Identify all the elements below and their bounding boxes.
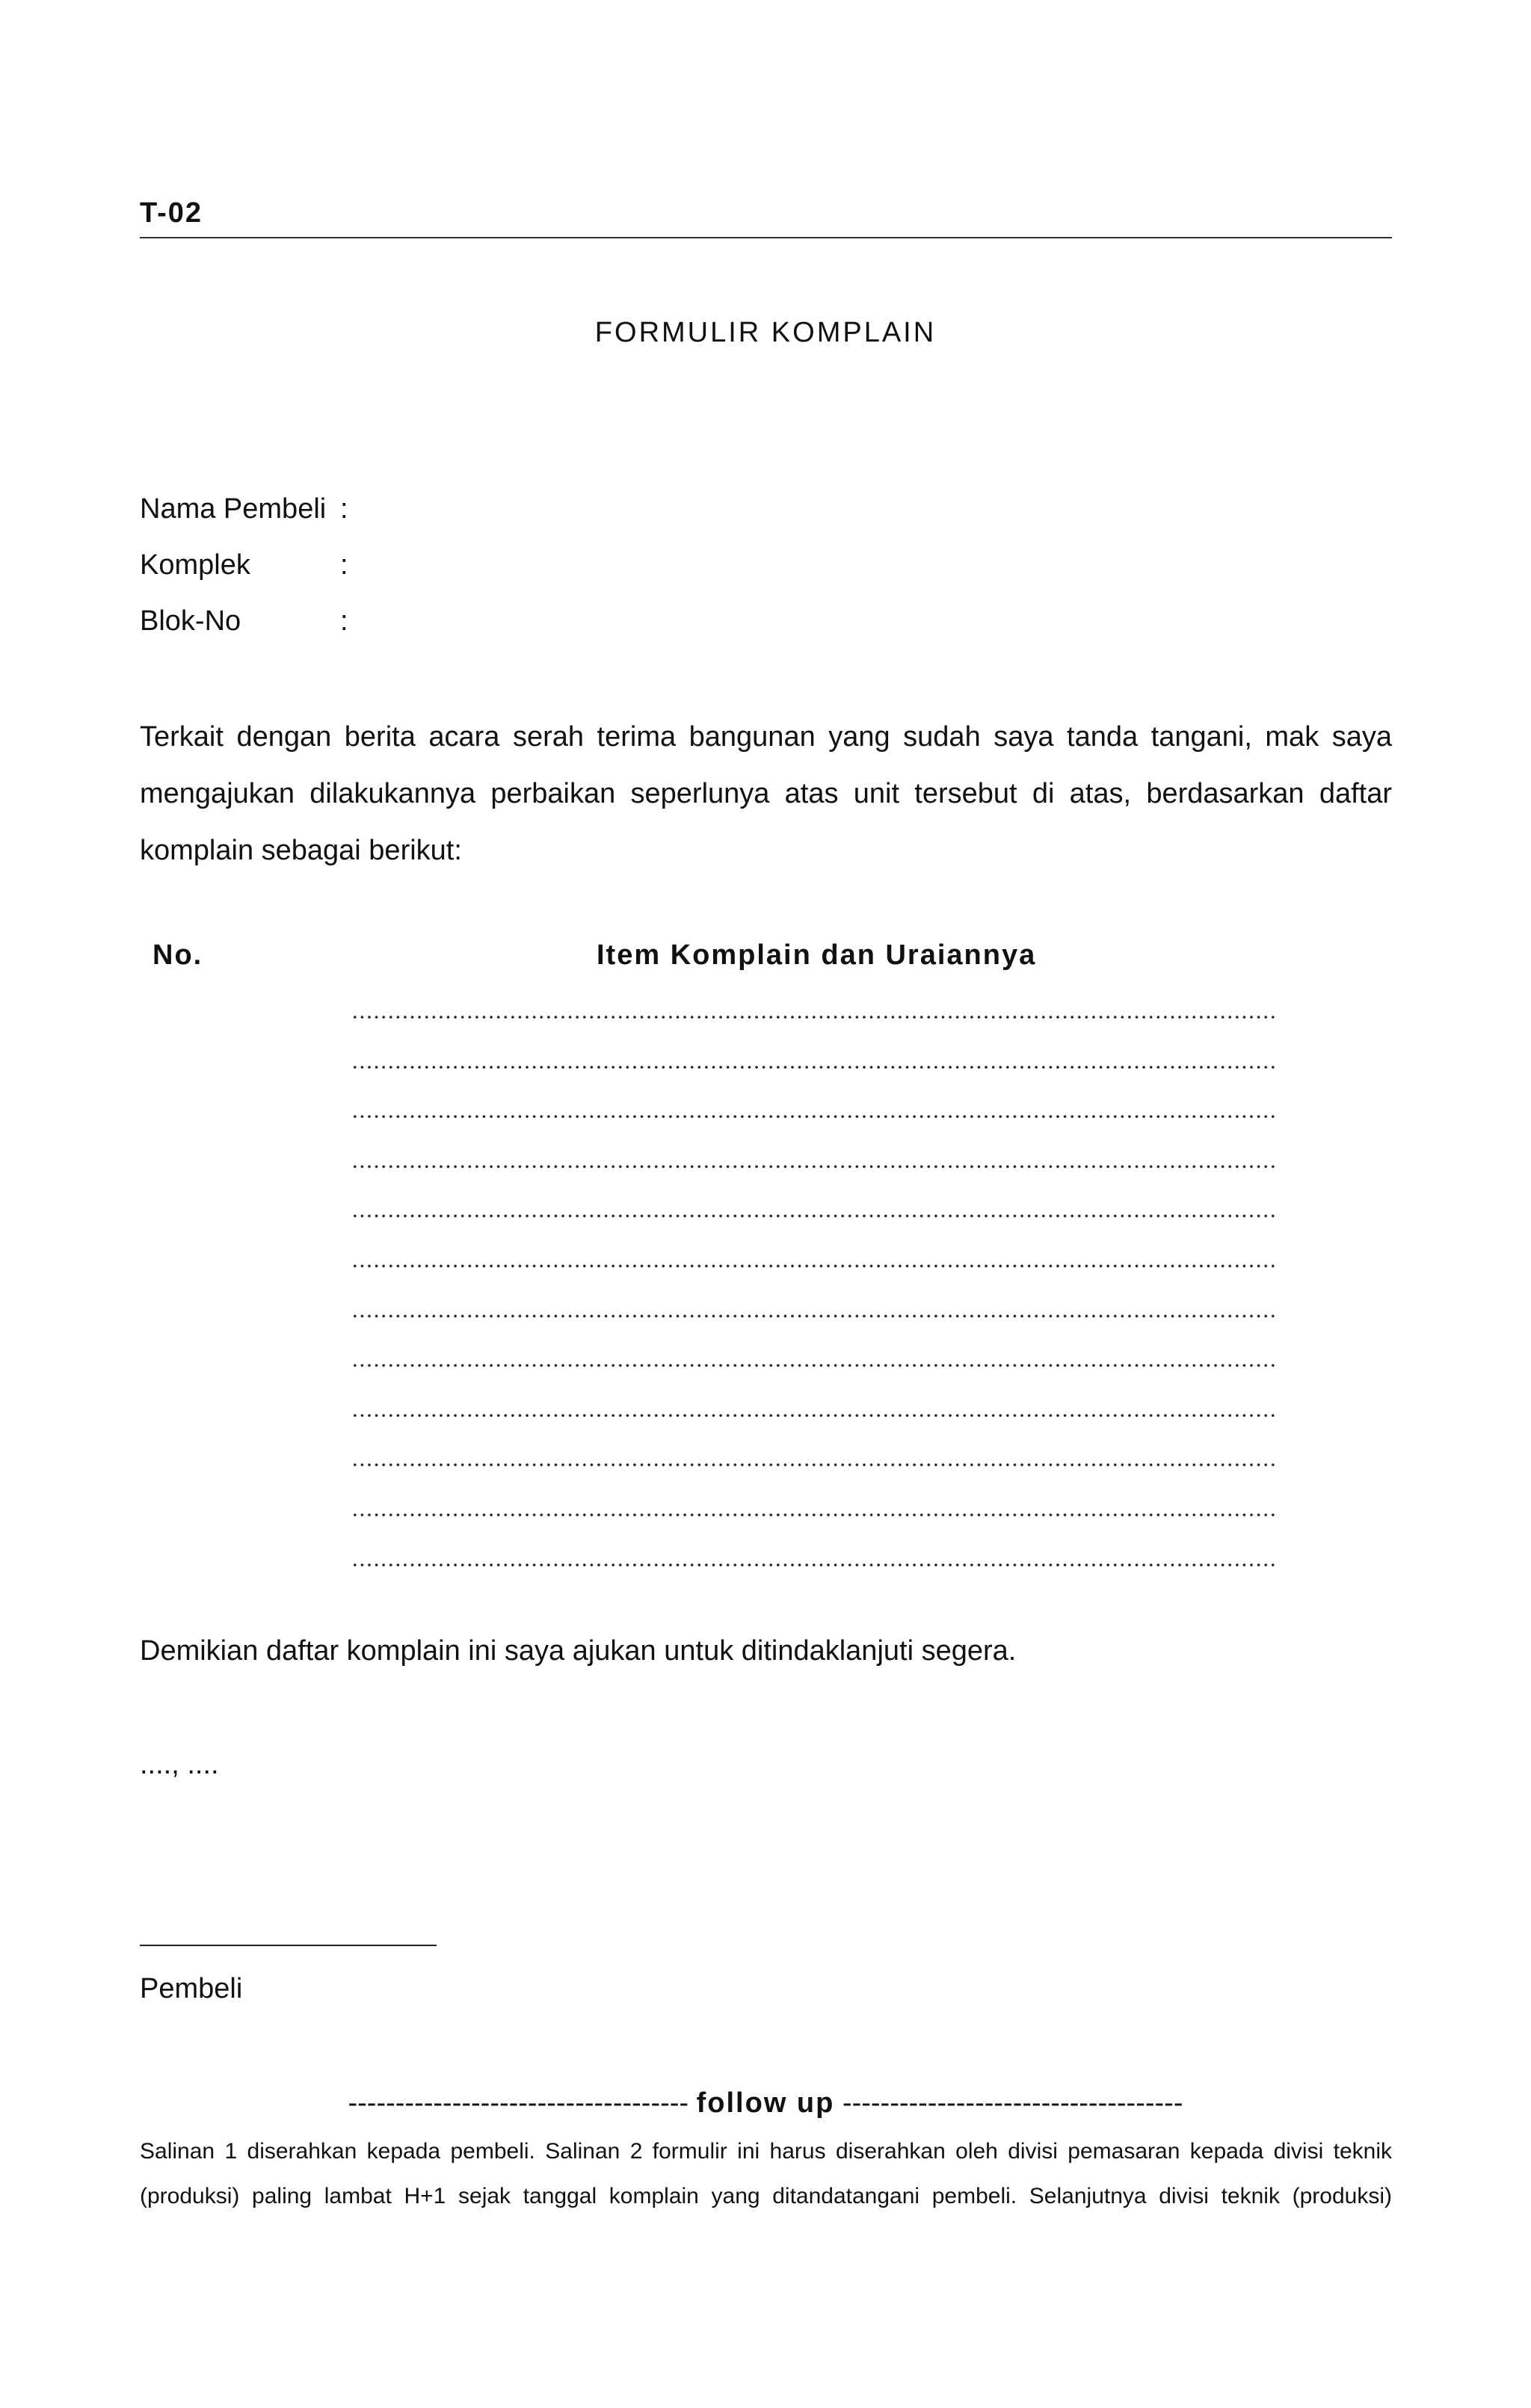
column-header-item: Item Komplain dan Uraiannya: [597, 939, 1037, 971]
field-separator: :: [340, 549, 348, 581]
complaint-item-line[interactable]: [351, 1005, 1277, 1020]
follow-up-divider: [0, 2087, 1531, 2120]
complaint-item-line[interactable]: [351, 1404, 1277, 1418]
field-komplek: [140, 549, 348, 581]
document-code: T-02: [140, 197, 203, 229]
intro-line: mengajukan dilakukannya perbaikan seperlunya atas unit tersebut di atas, berdasarkan daftar: [140, 778, 1392, 809]
complaint-item-line[interactable]: [351, 1204, 1277, 1219]
intro-line: Terkait dengan berita acara serah terima bangunan yang sudah saya tanda tangani, mak saya: [140, 721, 1392, 753]
follow-up-note-line: Salinan 1 diserahkan kepada pembeli. Salinan 2 formulir ini harus diserahkan oleh divisi pemasaran kepada divisi teknik: [140, 2139, 1392, 2164]
field-nama-pembeli: [140, 493, 348, 525]
intro-paragraph: [140, 708, 1392, 879]
closing-statement: Demikian daftar komplain ini saya ajukan untuk ditindaklanjuti segera.: [140, 1635, 1017, 1667]
field-label: Nama Pembeli: [140, 493, 327, 525]
complaint-item-line[interactable]: [351, 1055, 1277, 1070]
field-label: Blok-No: [140, 605, 241, 637]
complaint-item-line[interactable]: [351, 1353, 1277, 1368]
follow-up-note-line: (produksi) paling lambat H+1 sejak tanggal komplain yang ditandatangani pembeli. Selanjutnya divisi teknik (produksi): [140, 2184, 1392, 2208]
field-separator: :: [340, 605, 348, 637]
signature-label: Pembeli: [140, 1973, 243, 2004]
column-header-no: No.: [153, 939, 203, 971]
document-title: FORMULIR KOMPLAIN: [594, 317, 937, 348]
intro-line: komplain sebagai berikut:: [140, 835, 462, 866]
follow-up-note: [140, 2139, 1392, 2229]
date-placeholder[interactable]: ...., ....: [140, 1749, 219, 1780]
complaint-item-line[interactable]: [351, 1155, 1277, 1170]
field-blok-no: [140, 605, 348, 637]
follow-up-dashes-right: ------------------------------------: [842, 2087, 1183, 2119]
follow-up-label: follow up: [696, 2087, 835, 2119]
signature-line[interactable]: [140, 1945, 437, 1946]
complaint-item-line[interactable]: [351, 1553, 1277, 1568]
follow-up-dashes-left: ------------------------------------: [348, 2087, 689, 2119]
complaint-item-line[interactable]: [351, 1304, 1277, 1319]
complaint-item-line[interactable]: [351, 1453, 1277, 1468]
complaint-item-line[interactable]: [351, 1105, 1277, 1120]
complaint-item-line[interactable]: [351, 1254, 1277, 1269]
field-separator: :: [340, 493, 348, 525]
complaint-item-line[interactable]: [351, 1503, 1277, 1518]
field-label: Komplek: [140, 549, 250, 581]
header-rule: [140, 237, 1392, 238]
